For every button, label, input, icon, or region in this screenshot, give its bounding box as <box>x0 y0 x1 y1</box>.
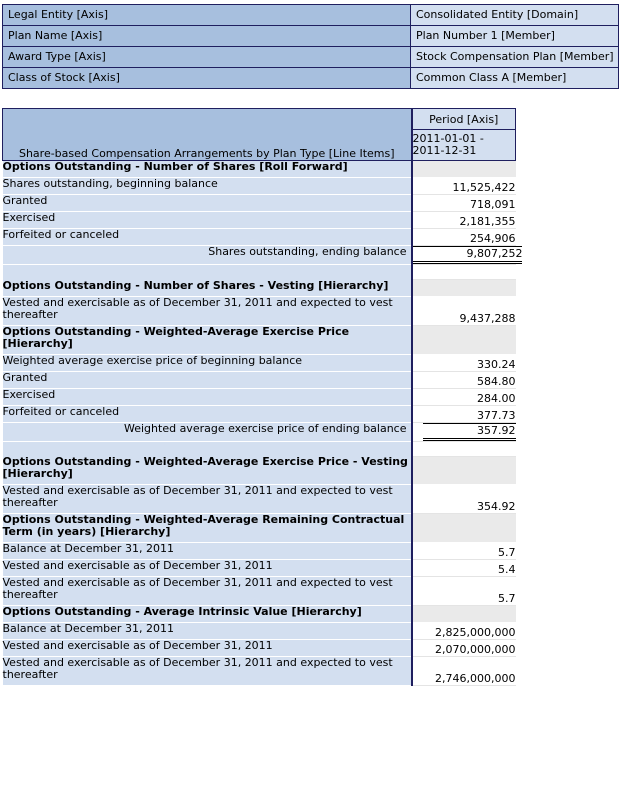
table-row <box>3 405 516 422</box>
axis-name: Award Type [Axis] <box>3 47 411 68</box>
section-row <box>3 161 516 178</box>
row-value: 2,070,000,000 <box>412 640 516 657</box>
table-row <box>3 623 516 640</box>
spacer-row <box>3 441 516 456</box>
row-value: 354.92 <box>412 485 516 514</box>
row-label: Exercised <box>3 212 412 229</box>
section-value-cell <box>412 456 516 485</box>
table-row <box>3 371 516 388</box>
axis-row <box>3 5 619 26</box>
section-value-cell <box>412 161 516 178</box>
spacer-cell <box>3 265 412 280</box>
axis-name: Class of Stock [Axis] <box>3 68 411 89</box>
table-row <box>3 485 516 514</box>
row-value: 584.80 <box>412 371 516 388</box>
axis-value: Plan Number 1 [Member] <box>411 26 619 47</box>
row-label: Forfeited or canceled <box>3 405 412 422</box>
row-value: 9,437,288 <box>412 296 516 325</box>
section-value-cell <box>412 280 516 297</box>
section-row <box>3 280 516 297</box>
section-row <box>3 606 516 623</box>
row-value: 5.4 <box>412 560 516 577</box>
section-value-cell <box>412 514 516 543</box>
table-row <box>3 212 516 229</box>
compensation-table <box>2 108 523 686</box>
row-label: Vested and exercisable as of December 31, 2011 and expected to vest thereafter <box>3 577 412 606</box>
spacer-cell <box>412 265 516 280</box>
table-row <box>3 195 516 212</box>
spacer-row <box>3 265 516 280</box>
row-value: 5.7 <box>412 543 516 560</box>
row-value: 254,906 <box>412 229 516 246</box>
row-label: Granted <box>3 371 412 388</box>
total-label: Shares outstanding, ending balance <box>3 246 412 265</box>
table-row <box>3 229 516 246</box>
period-range-text: 2011-01-01 - 2011-12-31 <box>412 132 484 157</box>
total-row <box>3 246 516 265</box>
table-row <box>3 560 516 577</box>
table-row <box>3 354 516 371</box>
total-value: 9,807,252 <box>413 246 523 264</box>
header-row <box>3 109 516 130</box>
axis-row <box>3 47 619 68</box>
row-value: 284.00 <box>412 388 516 405</box>
period-axis-header: Period [Axis] <box>412 109 516 130</box>
section-label: Options Outstanding - Number of Shares [Roll Forward] <box>3 161 412 178</box>
line-items-header: Share-based Compensation Arrangements by Plan Type [Line Items] <box>3 109 412 161</box>
row-label: Balance at December 31, 2011 <box>3 623 412 640</box>
section-row <box>3 325 516 354</box>
axis-value: Stock Compensation Plan [Member] <box>411 47 619 68</box>
period-range-header <box>412 130 516 161</box>
section-value-cell <box>412 325 516 354</box>
axis-row <box>3 26 619 47</box>
section-label: Options Outstanding - Average Intrinsic Value [Hierarchy] <box>3 606 412 623</box>
total-label: Weighted average exercise price of ending balance <box>3 422 412 441</box>
axis-table <box>2 4 619 89</box>
row-label: Shares outstanding, beginning balance <box>3 178 412 195</box>
row-label: Exercised <box>3 388 412 405</box>
section-row <box>3 514 516 543</box>
row-label: Balance at December 31, 2011 <box>3 543 412 560</box>
row-value: 330.24 <box>412 354 516 371</box>
row-label: Forfeited or canceled <box>3 229 412 246</box>
row-value: 2,746,000,000 <box>412 657 516 686</box>
row-label: Weighted average exercise price of beginning balance <box>3 354 412 371</box>
table-row <box>3 388 516 405</box>
section-label: Options Outstanding - Number of Shares - Vesting [Hierarchy] <box>3 280 412 297</box>
total-row <box>3 422 516 441</box>
row-value: 11,525,422 <box>412 178 516 195</box>
table-row <box>3 543 516 560</box>
table-row <box>3 640 516 657</box>
table-row <box>3 577 516 606</box>
axis-name: Legal Entity [Axis] <box>3 5 411 26</box>
section-value-cell <box>412 606 516 623</box>
table-row <box>3 178 516 195</box>
axis-row <box>3 68 619 89</box>
row-value: 377.73 <box>412 405 516 422</box>
section-label: Options Outstanding - Weighted-Average Remaining Contractual Term (in years) [Hierarchy] <box>3 514 412 543</box>
total-value-cell <box>412 422 516 441</box>
row-label: Granted <box>3 195 412 212</box>
row-label: Vested and exercisable as of December 31, 2011 and expected to vest thereafter <box>3 485 412 514</box>
section-label: Options Outstanding - Weighted-Average Exercise Price [Hierarchy] <box>3 325 412 354</box>
table-row <box>3 296 516 325</box>
axis-value: Common Class A [Member] <box>411 68 619 89</box>
total-value-cell <box>412 246 523 265</box>
row-value: 2,181,355 <box>412 212 516 229</box>
spacer-cell <box>412 441 516 456</box>
section-row <box>3 456 516 485</box>
row-label: Vested and exercisable as of December 31, 2011 <box>3 640 412 657</box>
spacer-cell <box>3 441 412 456</box>
table-row <box>3 657 516 686</box>
row-label: Vested and exercisable as of December 31, 2011 and expected to vest thereafter <box>3 296 412 325</box>
row-label: Vested and exercisable as of December 31, 2011 <box>3 560 412 577</box>
axis-name: Plan Name [Axis] <box>3 26 411 47</box>
section-label: Options Outstanding - Weighted-Average Exercise Price - Vesting [Hierarchy] <box>3 456 412 485</box>
row-value: 2,825,000,000 <box>412 623 516 640</box>
row-label: Vested and exercisable as of December 31, 2011 and expected to vest thereafter <box>3 657 412 686</box>
axis-value: Consolidated Entity [Domain] <box>411 5 619 26</box>
row-value: 718,091 <box>412 195 516 212</box>
row-value: 5.7 <box>412 577 516 606</box>
total-value: 357.92 <box>423 423 516 441</box>
